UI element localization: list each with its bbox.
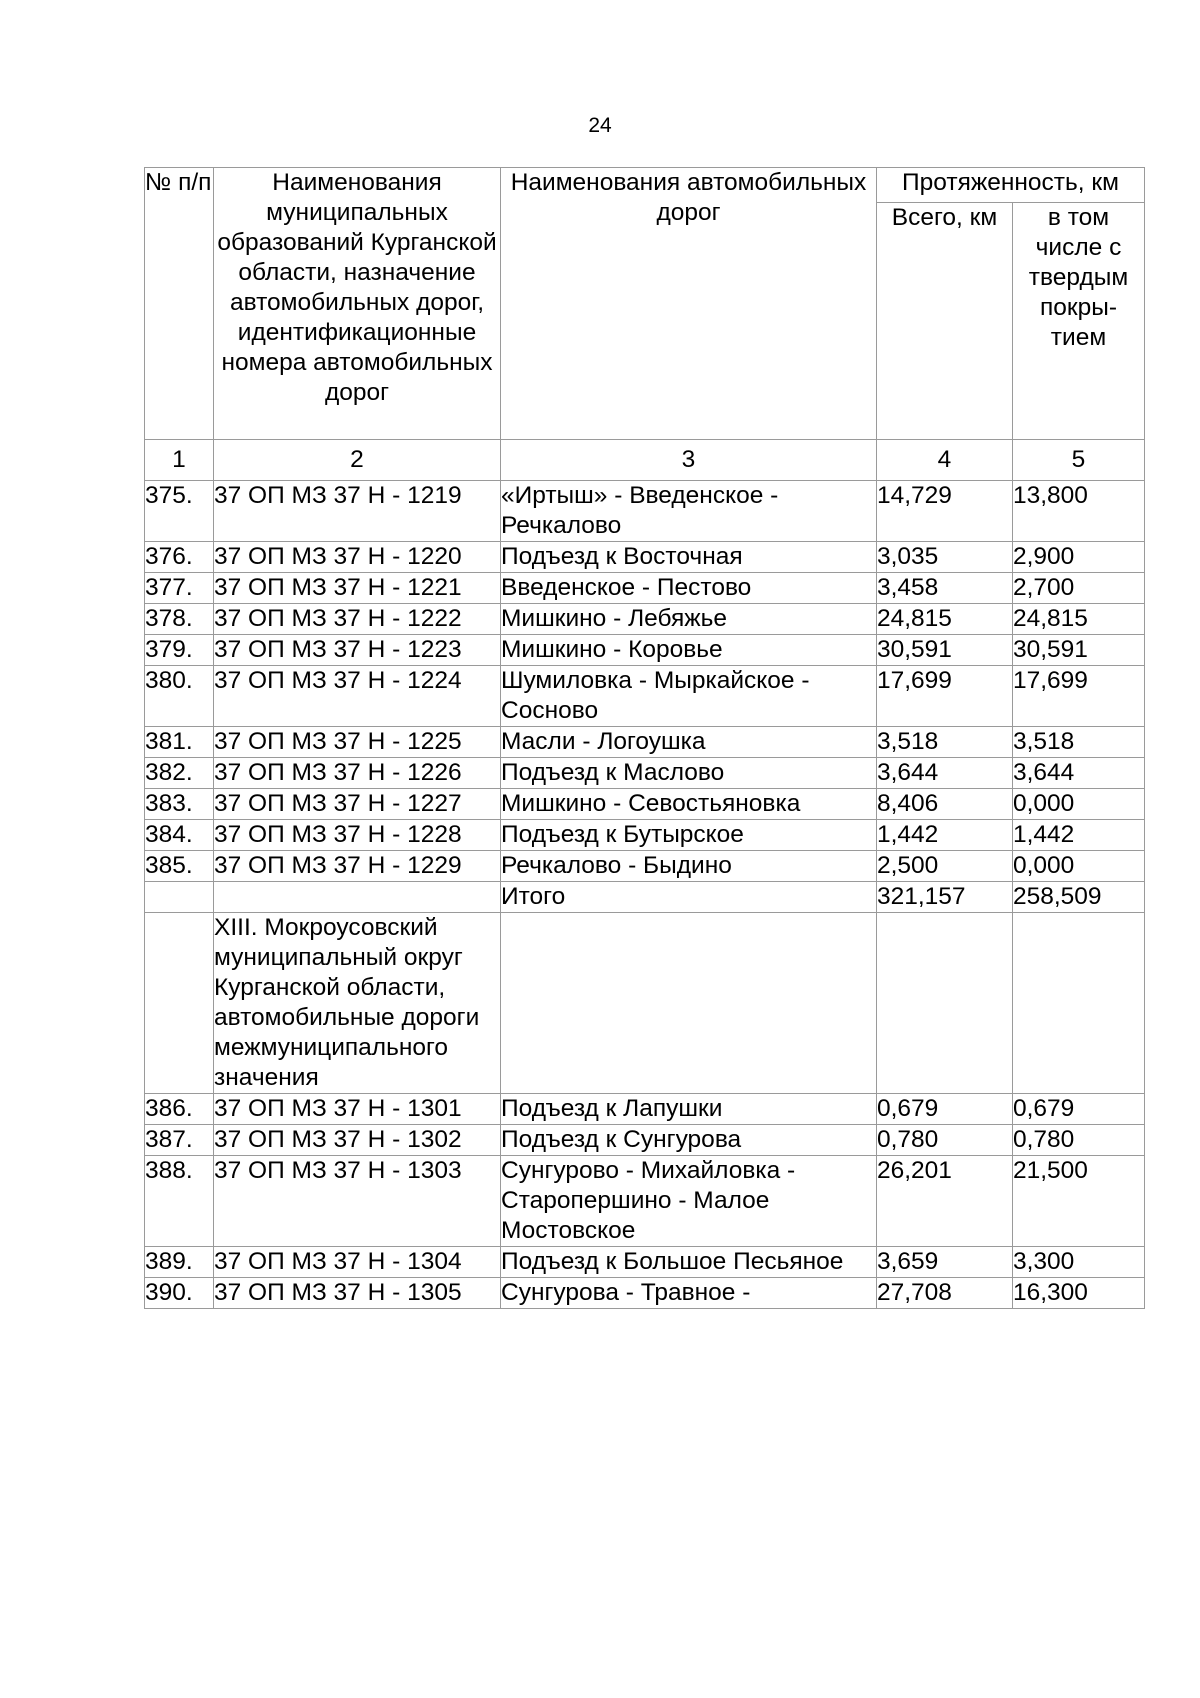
length-total: 3,458 [877,573,1013,604]
row-number: 377. [145,573,214,604]
row-number: 376. [145,542,214,573]
empty-cell [214,882,501,913]
length-paved: 13,800 [1013,481,1145,542]
length-paved: 17,699 [1013,666,1145,727]
empty-cell [145,913,214,1094]
road-id: 37 ОП МЗ 37 Н - 1223 [214,635,501,666]
length-total: 1,442 [877,820,1013,851]
empty-cell [501,913,877,1094]
length-paved: 2,700 [1013,573,1145,604]
length-total: 0,780 [877,1125,1013,1156]
row-number: 387. [145,1125,214,1156]
total-row [145,882,1145,913]
table-row [145,1094,1145,1125]
table-row [145,758,1145,789]
page-number: 24 [588,114,612,137]
roads-table [144,167,1145,1309]
header-number: № п/п [145,168,214,440]
length-paved: 21,500 [1013,1156,1145,1247]
length-paved: 3,518 [1013,727,1145,758]
road-id: 37 ОП МЗ 37 Н - 1229 [214,851,501,882]
length-paved: 24,815 [1013,604,1145,635]
length-total: 27,708 [877,1278,1013,1309]
table-row [145,820,1145,851]
length-total: 17,699 [877,666,1013,727]
road-id: 37 ОП МЗ 37 Н - 1221 [214,573,501,604]
road-name: Мишкино - Коровье [501,635,877,666]
road-id: 37 ОП МЗ 37 Н - 1302 [214,1125,501,1156]
length-paved: 3,644 [1013,758,1145,789]
table-row [145,573,1145,604]
road-id: 37 ОП МЗ 37 Н - 1226 [214,758,501,789]
road-name: Подъезд к Лапушки [501,1094,877,1125]
total-length: 321,157 [877,882,1013,913]
header-row [145,168,1145,203]
road-name: Сунгурово - Михайловка - Старопершино - Малое Мостовское [501,1156,877,1247]
empty-cell [877,913,1013,1094]
row-number: 378. [145,604,214,635]
table-row [145,851,1145,882]
road-id: 37 ОП МЗ 37 Н - 1304 [214,1247,501,1278]
row-number: 383. [145,789,214,820]
length-paved: 0,000 [1013,789,1145,820]
length-paved: 3,300 [1013,1247,1145,1278]
road-name: Шумиловка - Мыркайское - Сосново [501,666,877,727]
row-number: 385. [145,851,214,882]
road-id: 37 ОП МЗ 37 Н - 1228 [214,820,501,851]
empty-cell [145,882,214,913]
row-number: 384. [145,820,214,851]
section-row [145,913,1145,1094]
length-paved: 0,679 [1013,1094,1145,1125]
road-id: 37 ОП МЗ 37 Н - 1305 [214,1278,501,1309]
road-name: Подъезд к Сунгурова [501,1125,877,1156]
road-name: Речкалово - Быдино [501,851,877,882]
row-number: 379. [145,635,214,666]
row-number: 382. [145,758,214,789]
road-id: 37 ОП МЗ 37 Н - 1227 [214,789,501,820]
length-paved: 2,900 [1013,542,1145,573]
length-total: 0,679 [877,1094,1013,1125]
road-name: Подъезд к Бутырское [501,820,877,851]
table-row [145,1247,1145,1278]
road-id: 37 ОП МЗ 37 Н - 1301 [214,1094,501,1125]
table-row [145,789,1145,820]
row-number: 390. [145,1278,214,1309]
length-paved: 16,300 [1013,1278,1145,1309]
total-paved: 258,509 [1013,882,1145,913]
length-total: 26,201 [877,1156,1013,1247]
length-total: 3,035 [877,542,1013,573]
column-numbers-row [145,440,1145,481]
length-total: 3,659 [877,1247,1013,1278]
length-paved: 0,000 [1013,851,1145,882]
row-number: 380. [145,666,214,727]
table-row [145,635,1145,666]
road-id: 37 ОП МЗ 37 Н - 1220 [214,542,501,573]
road-name: Мишкино - Севостьяновка [501,789,877,820]
road-name: Подъезд к Восточная [501,542,877,573]
road-id: 37 ОП МЗ 37 Н - 1225 [214,727,501,758]
length-paved: 30,591 [1013,635,1145,666]
header-total: Всего, км [877,203,1013,440]
length-total: 24,815 [877,604,1013,635]
empty-cell [1013,913,1145,1094]
column-number: 2 [214,440,501,481]
road-id: 37 ОП МЗ 37 Н - 1219 [214,481,501,542]
length-total: 30,591 [877,635,1013,666]
table-row [145,1125,1145,1156]
column-number: 3 [501,440,877,481]
header-paved: в том числе с твердым покры-тием [1013,203,1145,440]
column-number: 4 [877,440,1013,481]
column-number: 1 [145,440,214,481]
length-total: 3,644 [877,758,1013,789]
length-paved: 1,442 [1013,820,1145,851]
row-number: 386. [145,1094,214,1125]
road-name: Подъезд к Большое Песьяное [501,1247,877,1278]
road-name: Масли - Логоушка [501,727,877,758]
road-name: Сунгурова - Травное - [501,1278,877,1309]
section-title: XIII. Мокроусовский муниципальный округ Курганской области, автомобильные дороги межмуниципального значения [214,913,501,1094]
row-number: 389. [145,1247,214,1278]
road-name: «Иртыш» - Введенское - Речкалово [501,481,877,542]
header-municipality: Наименования муниципальных образований Курганской области, назначение автомобильных дорог, идентификационные номера автомобильных дорог [214,168,501,440]
table-row [145,1278,1145,1309]
row-number: 388. [145,1156,214,1247]
road-name: Мишкино - Лебяжье [501,604,877,635]
header-road-name: Наименования автомобильных дорог [501,168,877,440]
length-total: 14,729 [877,481,1013,542]
row-number: 381. [145,727,214,758]
column-number: 5 [1013,440,1145,481]
header-length: Протяженность, км [877,168,1145,203]
length-total: 8,406 [877,789,1013,820]
table-row [145,1156,1145,1247]
row-number: 375. [145,481,214,542]
road-name: Введенское - Пестово [501,573,877,604]
total-label: Итого [501,882,877,913]
table-row [145,604,1145,635]
road-id: 37 ОП МЗ 37 Н - 1222 [214,604,501,635]
table-row [145,727,1145,758]
road-name: Подъезд к Маслово [501,758,877,789]
length-paved: 0,780 [1013,1125,1145,1156]
road-id: 37 ОП МЗ 37 Н - 1224 [214,666,501,727]
table-row [145,481,1145,542]
road-id: 37 ОП МЗ 37 Н - 1303 [214,1156,501,1247]
length-total: 3,518 [877,727,1013,758]
length-total: 2,500 [877,851,1013,882]
table-row [145,666,1145,727]
table-row [145,542,1145,573]
